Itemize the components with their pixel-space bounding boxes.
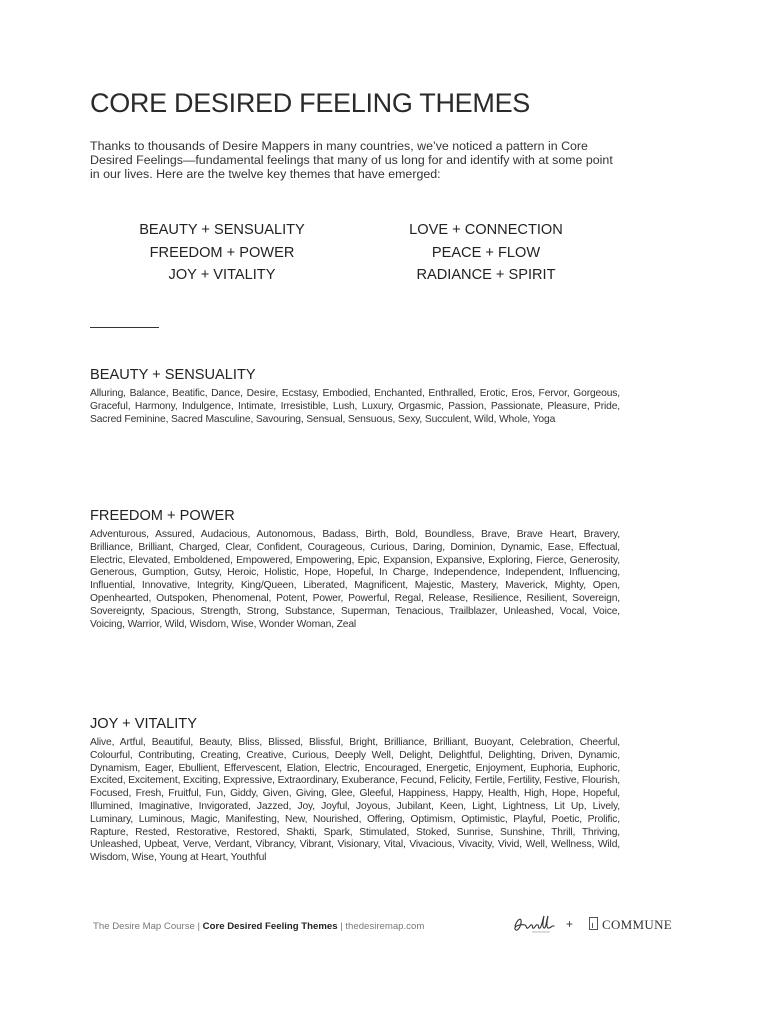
footer-site-link[interactable]: | thedesiremap.com: [337, 921, 425, 932]
section-word-list: Alive, Artful, Beautiful, Beauty, Bliss, Blissed, Blissful, Bright, Brilliance, Brilliant, Buoyant, Celebration, Cheerful, Colourful, Contributing, Creating, Creative, Curious, Deeply Well, Delight, Delightful, Delighting, Driven, Dynamic, Dynamism, Eager, Ebullient, Effervescent, Elation, Electric, Encouraged, Energetic, Enjoyment, Euphoria, Euphoric, Excited, Excitement, Exciting, Expressive, Extraordinary, Exuberance, Fecund, Felicity, Fertile, Fertility, Festive, Flourish, Focused, Fresh, Fruitful, Fun, Giddy, Given, Giving, Glee, Gleeful, Happiness, Happy, Health, High, Hope, Hopeful, Illumined, Imaginative, Invigorated, Jazzed, Joy, Joyful, Joyous, Jubilant, Keen, Light, Lightness, Lit Up, Lively, Luminary, Luminous, Magic, Manifesting, New, Nourished, Offering, Optimism, Optimistic, Playful, Poetic, Prolific, Rapture, Rested, Restorative, Restored, Shakti, Spark, Stimulated, Stoked, Sunrise, Sunshine, Thrill, Thriving, Unleashed, Upbeat, Verve, Verdant, Vibrancy, Vibrant, Visionary, Vital, Vivacious, Vivacity, Vivid, Well, Wellness, Wild, Wisdom, Wise, Young at Heart, Youthful: [90, 737, 620, 864]
footer-doc-title: Core Desired Feeling Themes: [202, 921, 338, 932]
section-word-list: Alluring, Balance, Beatific, Dance, Desire, Ecstasy, Embodied, Enchanted, Enthralled, Erotic, Eros, Fervor, Gorgeous, Graceful, Harmony, Indulgence, Intimate, Irresistible, Lush, Luxury, Orgasmic, Passion, Passionate, Pleasure, Pride, Sacred Feminine, Sacred Masculine, Savouring, Sensual, Sensuous, Sexy, Succulent, Wild, Whole, Yoga: [90, 388, 620, 425]
theme-item: FREEDOM + POWER: [149, 244, 295, 261]
footer-credit: [93, 921, 424, 932]
section-joy-vitality: [90, 716, 620, 865]
theme-item: JOY + VITALITY: [168, 267, 276, 284]
section-heading: JOY + VITALITY: [90, 716, 197, 732]
theme-item: PEACE + FLOW: [431, 244, 541, 261]
theme-item: RADIANCE + SPIRIT: [416, 267, 556, 284]
themes-right-column: [356, 219, 616, 287]
commune-logo-icon: [589, 917, 598, 930]
theme-item: LOVE + CONNECTION: [409, 222, 563, 238]
plus-sign: +: [566, 917, 574, 931]
section-word-list: Adventurous, Assured, Audacious, Autonomous, Badass, Birth, Bold, Boundless, Brave, Brave Heart, Bravery, Brilliance, Brilliant, Charged, Clear, Confident, Courageous, Curious, Daring, Dominion, Dynamic, Ease, Effectual, Electric, Elevated, Emboldened, Empowered, Empowering, Epic, Expansion, Expansive, Exploring, Fierce, Generosity, Generous, Gumption, Gutsy, Heroic, Holistic, Hope, Hopeful, In Charge, Independence, Independent, Influencing, Influential, Innovative, Integrity, King/Queen, Liberated, Magnificent, Majestic, Mastery, Maverick, Mighty, Open, Openhearted, Outspoken, Phenomenal, Potent, Power, Powerful, Regal, Release, Resilience, Resilient, Sovereign, Sovereignty, Spacious, Strength, Strong, Substance, Superman, Tenacious, Trailblazer, Unleashed, Vocal, Voice, Voicing, Warrior, Wild, Wisdom, Wise, Wonder Woman, Zeal: [90, 529, 620, 630]
commune-logo-text: COMMUNE: [602, 917, 672, 932]
section-freedom-power: [90, 508, 620, 631]
footer-course: The Desire Map Course |: [93, 921, 203, 932]
section-heading: FREEDOM + POWER: [90, 508, 235, 524]
themes-left-column: [92, 219, 352, 287]
intro-paragraph: Thanks to thousands of Desire Mappers in many countries, we’ve noticed a pattern in Core Desired Feelings—fundamental feelings that many of us long for and identify with at some point in our lives. Here are the twelve key themes that have emerged:: [90, 139, 613, 181]
section-beauty-sensuality: [90, 367, 620, 426]
page-title: CORE DESIRED FEELING THEMES: [90, 88, 530, 118]
section-divider: [90, 327, 159, 328]
danielle-signature-logo: [512, 912, 556, 938]
theme-item: BEAUTY + SENSUALITY: [139, 222, 305, 238]
section-heading: BEAUTY + SENSUALITY: [90, 367, 256, 383]
